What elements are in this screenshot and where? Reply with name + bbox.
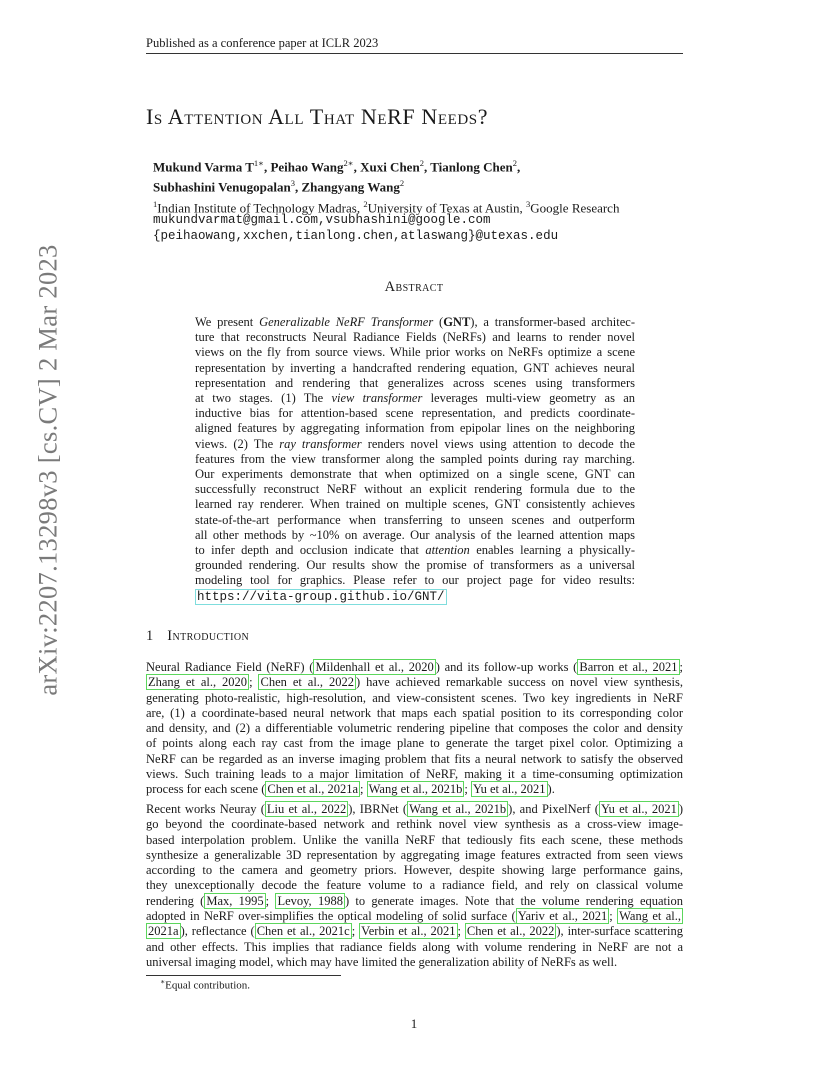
abstract-line: representation and rendering that generalizes across scenes using transformers <box>195 375 635 390</box>
citation-link[interactable]: Wang et al., <box>619 909 681 924</box>
footnote-rule <box>146 975 341 976</box>
abstract-line: We present Generalizable NeRF Transformer (GNT), a transformer-based architec- <box>195 315 635 329</box>
email-line-1: mukundvarmat@gmail.com,vsubhashini@google.com <box>153 213 491 227</box>
citation-link[interactable]: Verbin et al., 2021 <box>361 924 456 939</box>
arxiv-stamp-text: arXiv:2207.13298v3 [cs.CV] 2 Mar 2023 <box>32 244 63 696</box>
author-name: Peihao Wang <box>270 159 344 175</box>
section-number: 1 <box>146 628 154 644</box>
citation-link[interactable]: Chen et al., 2021c <box>256 924 350 939</box>
abstract-line: ture that reconstructs Neural Radiance Fields (NeRFs) and learns to render novel <box>195 330 635 345</box>
footnote-text: Equal contribution. <box>165 979 251 992</box>
citation-link[interactable]: Wang et al., 2021b <box>368 782 463 797</box>
institutions-line: $^1$Indian Institute of Technology Madras, $^2$University of Texas at Austin, $^3$Google Research <box>153 199 620 216</box>
abstract-line: all other methods by ~10% on average. Our analysis of the learned attention maps <box>195 527 635 542</box>
citation-link[interactable]: Chen et al., 2021a <box>267 782 358 797</box>
header-rule <box>146 53 683 54</box>
author-name: Tianlong Chen <box>430 159 513 175</box>
page-number: 1 <box>410 1016 418 1031</box>
project-page-link[interactable]: https://vita-group.github.io/GNT/ <box>197 589 445 604</box>
abstract-line: features from the view transformer along the sampled points during ray marching. <box>195 451 635 466</box>
author-affil-mark: 1∗ <box>253 158 264 168</box>
intro-paragraph-2: Recent works Neuray ( Liu et al., 2022 ), IBRNet ( Wang et al., 2021b ), and PixelNerf ( Yu et al., 2021 ) go beyond the coordinate-based network and rethink novel view synthesis as a cross-view image- based interpolation problem. Unlike the vanilla NeRF that tediously fits each scene, these methods synthesize a generalizable 3D representation by aggregating image features extracted from seen views according to the camera and geometry priors. However, despite showing large performance gains, they unexceptionally decode the feature volume to a radiance field, and rely on classical volume rendering ( Max, 1995 ; Levoy, 1988 ) to generate images. Note that the volume rendering equation adopted in NeRF over-simplifies the optical modeling of solid surface ( Yariv et al., 2021 ; Wang et al., 2021a ), reflectance ( Chen et al., 2021c ; Verbin et al., 2021 ; Chen et al., 2022 ), inter-surface scattering and other effects. This implies that radiance fields along with volume rendering in NeRF are not a universal imaging model, which may have limited the generalization ability of NeRFs as well. <box>146 802 684 969</box>
author-name: Xuxi Chen <box>360 159 420 175</box>
abstract-line: representation by inverting a handcrafted rendering equation, GNT achieves neural <box>195 360 635 375</box>
email-line-2: {peihaowang,xxchen,tianlong.chen,atlaswang}@utexas.edu <box>153 229 559 243</box>
abstract-line: views. (2) The ray transformer renders novel views using attention to decode the <box>195 436 635 451</box>
author-list <box>153 155 520 196</box>
abstract-line <box>195 589 635 605</box>
citation-link[interactable]: Wang et al., 2021b <box>409 802 507 816</box>
paper-title: Is Attention All That NeRF Needs? <box>146 104 489 129</box>
citation-link[interactable]: Max, 1995 <box>206 893 264 908</box>
affiliations <box>153 196 619 244</box>
citation-link[interactable]: 2021a <box>148 924 179 939</box>
abstract-line: learned ray renderer. When trained on multiple scenes, GNT consistently achieves <box>195 497 635 512</box>
author-line-1: Mukund Varma $T^{1∗}$, Peihao Wang$^{2∗}$, Xuxi Chen$^2$, Tianlong Chen$^2$, <box>153 158 521 175</box>
citation-link[interactable]: Chen et al., 2022 <box>466 924 555 939</box>
intro-paragraph-1: Neural Radiance Field (NeRF) ( Mildenhall et al., 2020 ) and its follow-up works ( Barron et al., 2021 ; Zhang et al., 2020 ; Chen et al., 2022 ) have achieved remarkable success on novel view synthesis, generating photo-realistic, high-resolution, and view-consistent scenes. Two key ingredients in NeRF are, (1) a coordinate-based neural network that maps each spatial position to its corresponding color and density, and (2) a differentiable volumetric rendering pipeline that composes the color and density of points along each ray cast from the image plane to generate the target pixel color. Optimizing a NeRF can be regarded as an inverse imaging problem that fits a neural network to satisfy the observed views. Such training leads to a major limitation of NeRF, making it a time-consuming optimization process for each scene ( Chen et al., 2021a ; Wang et al., 2021b ; Yu et al., 2021 ). <box>146 660 683 797</box>
citation-link[interactable]: Liu et al., 2022 <box>266 802 347 816</box>
abstract-line: state-of-the-art performance when transferring to unseen scenes and outperform <box>195 512 635 527</box>
abstract-line: successfully reconstruct NeRF without an explicit rendering formula due to the <box>195 482 635 497</box>
section-title: Introduction <box>167 628 250 644</box>
citation-link[interactable]: Levoy, 1988 <box>277 893 343 908</box>
citation-link[interactable]: Yariv et al., 2021 <box>517 909 608 924</box>
author-affil-mark: 2 <box>399 178 405 189</box>
author-name: Subhashini Venugopalan <box>153 179 291 195</box>
citation-link[interactable]: Mildenhall et al., 2020 <box>315 660 434 674</box>
citation-link[interactable]: Zhang et al., 2020 <box>148 675 248 690</box>
abstract-line: modeling tool for graphics. Please refer to our project page for video results: <box>195 573 635 588</box>
abstract-line: views on the fly from source views. While prior works on NeRFs optimize a scene <box>195 345 635 360</box>
footnote-mark: ∗ <box>160 977 166 986</box>
abstract-line: aligned features by aggregating information from epipolar lines on the neighboring <box>195 421 635 436</box>
abstract-line: at two stages. (1) The view transformer leverages multi-view geometry as an <box>195 391 635 406</box>
abstract-body <box>195 315 635 605</box>
citation-link[interactable]: Yu et al., 2021 <box>600 802 677 816</box>
author-name: Mukund Varma T <box>153 159 254 175</box>
author-affil-mark: 2 <box>512 158 517 168</box>
citation-link[interactable]: Barron et al., 2021 <box>579 660 678 674</box>
abstract-line: to infer depth and occlusion indicate that attention enables learning a physically- <box>195 543 636 558</box>
abstract-line: grounded rendering. Our results show the promise of transformers as a universal <box>195 558 635 573</box>
footnote <box>160 977 250 992</box>
section-heading-introduction <box>146 628 249 645</box>
author-affil-mark: 2 <box>419 158 424 168</box>
citation-link[interactable]: Yu et al., 2021 <box>472 782 546 797</box>
author-affil-mark: 3 <box>290 178 295 189</box>
author-line-2: Subhashini Venugopalan$^3$, Zhangyang Wang$^2$ <box>153 178 405 195</box>
abstract-heading: Abstract <box>384 279 444 295</box>
abstract-line: Our experiments demonstrate that when optimized on a single scene, GNT can <box>195 467 635 482</box>
author-name: Zhangyang Wang <box>301 179 400 195</box>
author-affil-mark: 2∗ <box>343 158 354 168</box>
abstract-line: inductive bias for attention-based scene representation, and predicts coordinate- <box>195 406 635 421</box>
running-header: Published as a conference paper at ICLR 2023 <box>146 36 379 50</box>
citation-link[interactable]: Chen et al., 2022 <box>260 675 354 690</box>
